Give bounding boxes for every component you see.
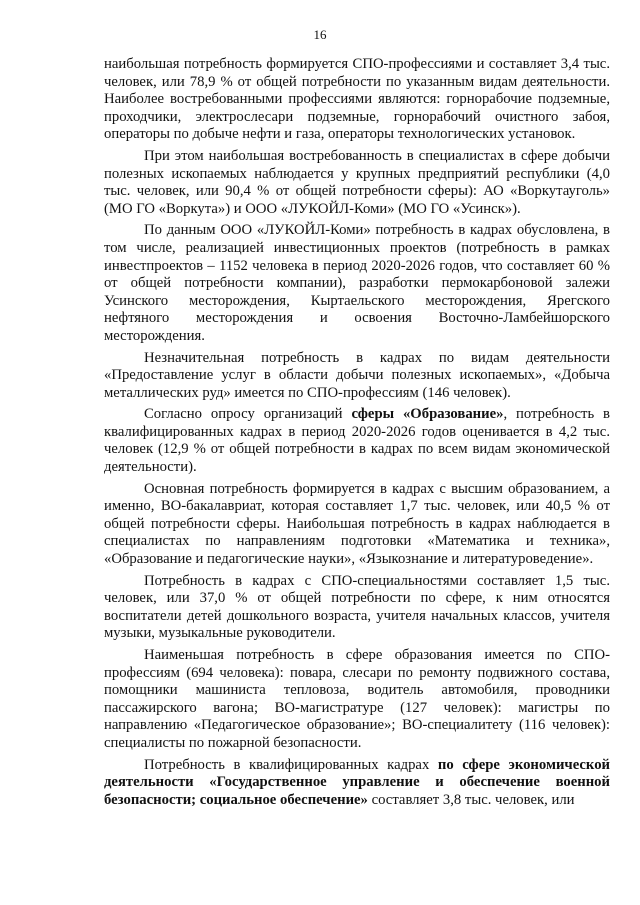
document-body xyxy=(104,56,610,813)
bold-text: по сфере экономической деятельности «Государственное управление и обеспечение военной безопасности; социальное обеспечение» xyxy=(104,756,610,808)
paragraph xyxy=(104,573,610,643)
paragraph xyxy=(104,757,610,810)
paragraph xyxy=(104,222,610,345)
paragraph xyxy=(104,350,610,403)
paragraph xyxy=(104,56,610,144)
text-segment: Незначительная потребность в кадрах по видам деятельности «Предоставление услуг в области добычи полезных ископаемых», «Добыча металлических руд» имеется по СПО-профессиям (146 человек). xyxy=(104,349,610,401)
text-segment: наибольшая потребность формируется СПО-профессиями и составляет 3,4 тыс. человек, или 78,9 % от общей потребности по указанным видам деятельности. Наиболее востребованными профессиями являются: горнорабочие подземные, проходчики, электрослесари подземные, горнорабочий очистного забоя, операторы по добыче нефти и газа, операторы технологических установок. xyxy=(104,56,610,143)
paragraph xyxy=(104,406,610,476)
paragraph xyxy=(104,647,610,753)
bold-text: сферы «Образование» xyxy=(351,406,504,423)
text-segment: составляет 3,8 тыс. человек, или xyxy=(367,791,575,808)
paragraph xyxy=(104,148,610,218)
text-segment: По данным ООО «ЛУКОЙЛ-Коми» потребность в кадрах обусловлена, в том числе, реализацией инвестиционных проектов (потребность в рамках инвестпроектов – 1152 человека в период 2020-2026 годов, что составляет 60 % от общей потребности компании), разработки пермокарбоновой залежи Усинского месторождения, Кыртаельского месторождения, Ярегского нефтяного месторождения и освоения Восточно-Ламбейшорского месторождения. xyxy=(104,222,610,344)
text-segment: Основная потребность формируется в кадрах с высшим образованием, а именно, ВО-бакалавриат, которая составляет 1,7 тыс. человек, или 40,5 % от общей потребности сферы. Наибольшая потребность в кадрах наблюдается в специалистах по направлениям подготовки «Математика и техника», «Образование и педагогические науки», «Языкознание и литературоведение». xyxy=(104,480,610,568)
page-number: 16 xyxy=(313,27,327,42)
paragraph xyxy=(104,481,610,569)
text-segment: Потребность в кадрах с СПО-специальностями составляет 1,5 тыс. человек, или 37,0 % от общей потребности по сфере, к ним относятся воспитатели детей дошкольного возраста, учителя начальных классов, учителя музыки, музыкальные руководители. xyxy=(104,572,610,642)
text-segment: Потребность в квалифицированных кадрах xyxy=(144,756,438,773)
text-segment: Согласно опросу организаций xyxy=(144,406,352,423)
text-segment: , потребность в квалифицированных кадрах в период 2020-2026 годов оценивается в 4,2 тыс. человек (12,9 % от общей потребности в кадрах по всем видам экономической деятельности). xyxy=(104,406,610,476)
text-segment: Наименьшая потребность в сфере образования имеется по СПО-профессиям (694 человека): повара, слесари по ремонту подвижного состава, помощники машиниста тепловоза, водитель автомобиля, проводники пассажирского вагона; ВО-магистратуре (127 человек): магистры по направлению «Педагогическое образование»; ВО-специалитету (116 человек): специалисты по пожарной безопасности. xyxy=(104,647,610,751)
text-segment: При этом наибольшая востребованность в специалистах в сфере добычи полезных ископаемых наблюдается у крупных предприятий республики (4,0 тыс. человек, или 90,4 % от общей потребности сферы): АО «Воркутауголь» (МО ГО «Воркута») и ООО «ЛУКОЙЛ-Коми» (МО ГО «Усинск»). xyxy=(104,147,610,217)
